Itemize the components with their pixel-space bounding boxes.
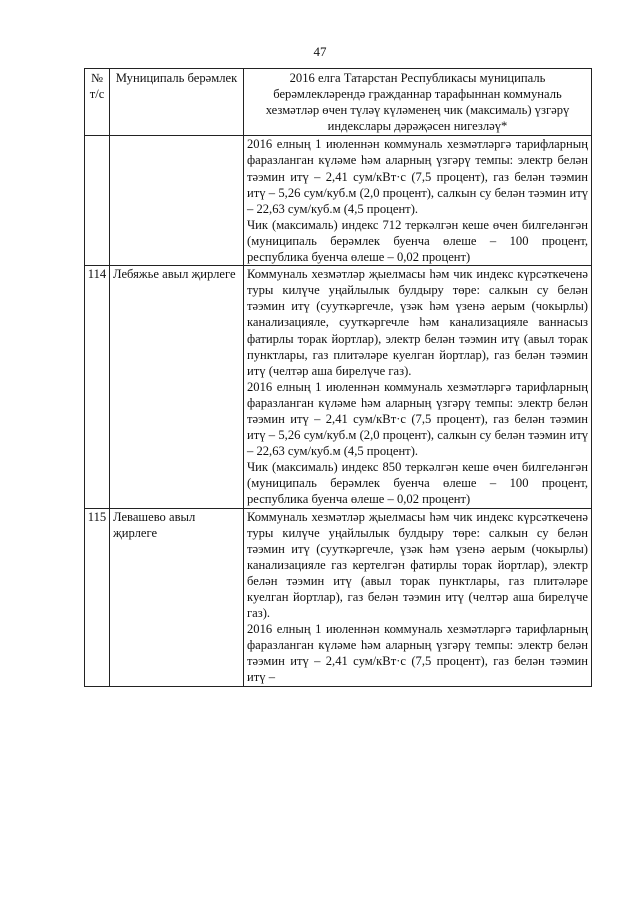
paragraph: Коммуналь хезмәтләр җыелмасы һәм чик индекс күрсәткеченә туры килүче уңайлылык булдыру төре: салкын су белән тәэмин итү (сууткәргечле, үзәк һәм үзенә аерым (чокырлы) канализацияле, сууткәргечле һәм канализацияле ваннасыз фатирлы торак йортлар), электр белән тәэмин итү (авыл торак пунктлары, газ плитәләре куелган йортлар), газ белән тәэмин итү (челтәр аша бирелүче газ).: [247, 267, 588, 378]
paragraph: 2016 елның 1 июленнән коммуналь хезмәтләргә тарифларның фаразланган күләме һәм аларның үзгәрү темпы: электр белән тәэмин итү – 2,41 сум/кВт·с (7,5 процент), газ белән тәэмин итү –: [247, 622, 588, 685]
index-description: [244, 266, 592, 508]
paragraph: Чик (максималь) индекс 712 теркәлгән кеше өчен билгеләнгән (муниципаль берәмлек буенча өлеше – 100 процент, республика буенча өлеше – 0,02 процент): [247, 217, 588, 265]
row-number: 114: [85, 266, 110, 508]
row-number: 115: [85, 508, 110, 686]
paragraph: 2016 елның 1 июленнән коммуналь хезмәтләргә тарифларның фаразланган күләме һәм аларның үзгәрү темпы: электр белән тәэмин итү – 2,41 сум/кВт·с (7,5 процент), газ белән тәэмин итү – 5,26 сум/куб.м (2,0 процент), салкын су белән тәэмин итү – 22,63 сум/куб.м (4,5 процент).: [247, 137, 588, 216]
tariff-index-table: [84, 68, 592, 687]
table-row: [85, 508, 592, 686]
paragraph: Коммуналь хезмәтләр җыелмасы һәм чик индекс күрсәткеченә туры килүче уңайлылык булдыру төре: салкын су белән тәэмин итү (сууткәргечле, үзәк һәм үзенә аерым (чокырлы) канализацияле газ кертелгән фатирлы торак йортлар), электр белән тәэмин итү (авыл торак пунктлары, газ плитәләре куелган йортлар), газ белән тәэмин итү (челтәр аша бирелүче газ).: [247, 509, 588, 621]
paragraph: 2016 елның 1 июленнән коммуналь хезмәтләргә тарифларның фаразланган күләме һәм аларның үзгәрү темпы: электр белән тәэмин итү – 2,41 сум/кВт·с (7,5 процент), газ белән тәэмин итү – 5,26 сум/куб.м (2,0 процент), салкын су белән тәэмин итү – 22,63 сум/куб.м (4,5 процент).: [247, 379, 588, 459]
row-number: [85, 136, 110, 266]
table-row: [85, 266, 592, 508]
header-number: № т/с: [85, 69, 110, 136]
municipality-name: Левашево авыл җирлеге: [110, 508, 244, 686]
municipality-name: [110, 136, 244, 266]
index-description: [244, 136, 592, 266]
municipality-name: Лебяжье авыл җирлеге: [110, 266, 244, 508]
index-description: [244, 508, 592, 686]
table-row: [85, 136, 592, 266]
header-municipality: Муниципаль берәмлек: [110, 69, 244, 136]
page-number: 47: [313, 44, 327, 59]
paragraph: Чик (максималь) индекс 850 теркәлгән кеше өчен билгеләнгән (муниципаль берәмлек буенча өлеше – 100 процент, республика буенча өлеше – 0,02 процент): [247, 460, 588, 507]
header-index-description: 2016 елга Татарстан Республикасы муниципаль берәмлекләрендә гражданнар тарафыннан коммуналь хезмәтләр өчен түләү күләменең чик (максималь) үзгәрү индекслары дәрәҗәсен нигезләү*: [244, 69, 592, 136]
table-header-row: [85, 69, 592, 136]
